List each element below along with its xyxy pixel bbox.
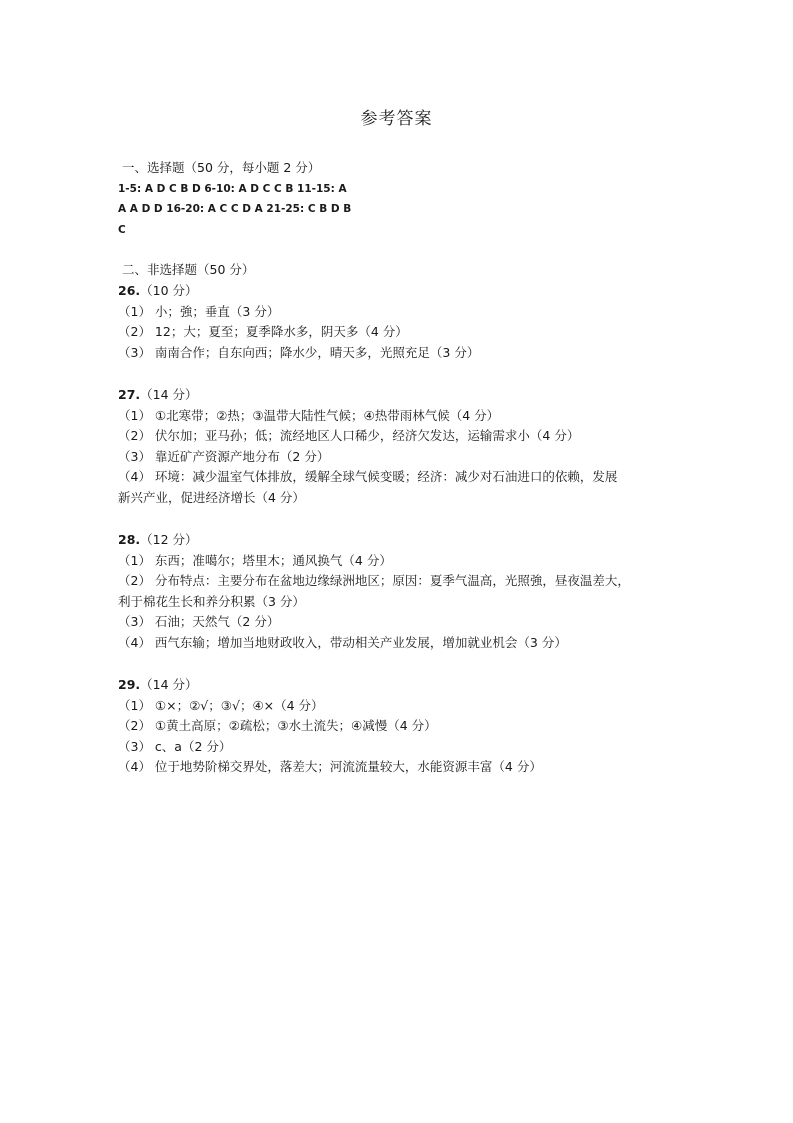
mcq-answer-line: 1-5: A D C B D 6-10: A D C C B 11-15: A [118,182,347,195]
question-points: （10 分） [140,283,198,298]
mcq-answer-line: C [118,223,126,236]
question-26 [118,281,688,363]
question-number: 26. [118,283,141,298]
question-number: 29. [118,677,141,692]
answer-line: （1） ①×；②√；③√；④×（4 分） [118,697,324,713]
answer-line: 利于棉花生长和养分积累（3 分） [118,593,305,609]
question-points: （14 分） [140,677,198,692]
answer-line: （3） c、a（2 分） [118,738,232,754]
answer-line: （2） 12；大；夏至；夏季降水多，阴天多（4 分） [118,324,408,340]
answer-line: 新兴产业，促进经济增长（4 分） [118,489,305,505]
answer-line: （1） ①北寒带；②热；③温带大陆性气候；④热带雨林气候（4 分） [118,407,500,423]
page-title: 参考答案 [360,109,433,129]
answer-line: （3） 南南合作；自东向西；降水少，晴天多，光照充足（3 分） [118,344,480,360]
question-29 [118,675,688,778]
answer-line: （4） 环境：减少温室气体排放，缓解全球气候变暖；经济：减少对石油进口的依赖，发展 [118,469,618,485]
section-heading: 一、选择题（50 分，每小题 2 分） [122,160,321,175]
question-number: 28. [118,532,141,547]
answer-line: （2） 伏尔加；亚马孙；低；流经地区人口稀少，经济欠发达，运输需求小（4 分） [118,428,580,444]
section-free-response [118,260,688,281]
question-points: （14 分） [140,387,198,402]
answer-line: （4） 西气东输；增加当地财政收入，带动相关产业发展，增加就业机会（3 分） [118,634,567,650]
question-28 [118,530,688,654]
answer-line: （3） 靠近矿产资源产地分布（2 分） [118,448,330,464]
answer-line: （2） ①黄土高原；②疏松；③水土流失；④减慢（4 分） [118,718,437,734]
question-points: （12 分） [140,532,198,547]
answer-line: （3） 石油；天然气（2 分） [118,614,280,630]
answer-line: （2） 分布特点：主要分布在盆地边缘绿洲地区；原因：夏季气温高，光照強，昼夜温差大， [118,573,630,589]
mcq-answer-line: A A D D 16-20: A C C D A 21-25: C B D B [118,203,352,216]
question-number: 27. [118,387,141,402]
section-multiple-choice [118,158,688,240]
answer-line: （1） 小；強；垂直（3 分） [118,303,280,319]
question-27 [118,385,688,509]
answer-line: （1） 东西；准噶尔；塔里木；通风换气（4 分） [118,552,392,568]
answer-line: （4） 位于地势阶梯交界处，落差大；河流流量较大，水能资源丰富（4 分） [118,759,542,775]
section-heading: 二、非选择题（50 分） [122,262,255,277]
